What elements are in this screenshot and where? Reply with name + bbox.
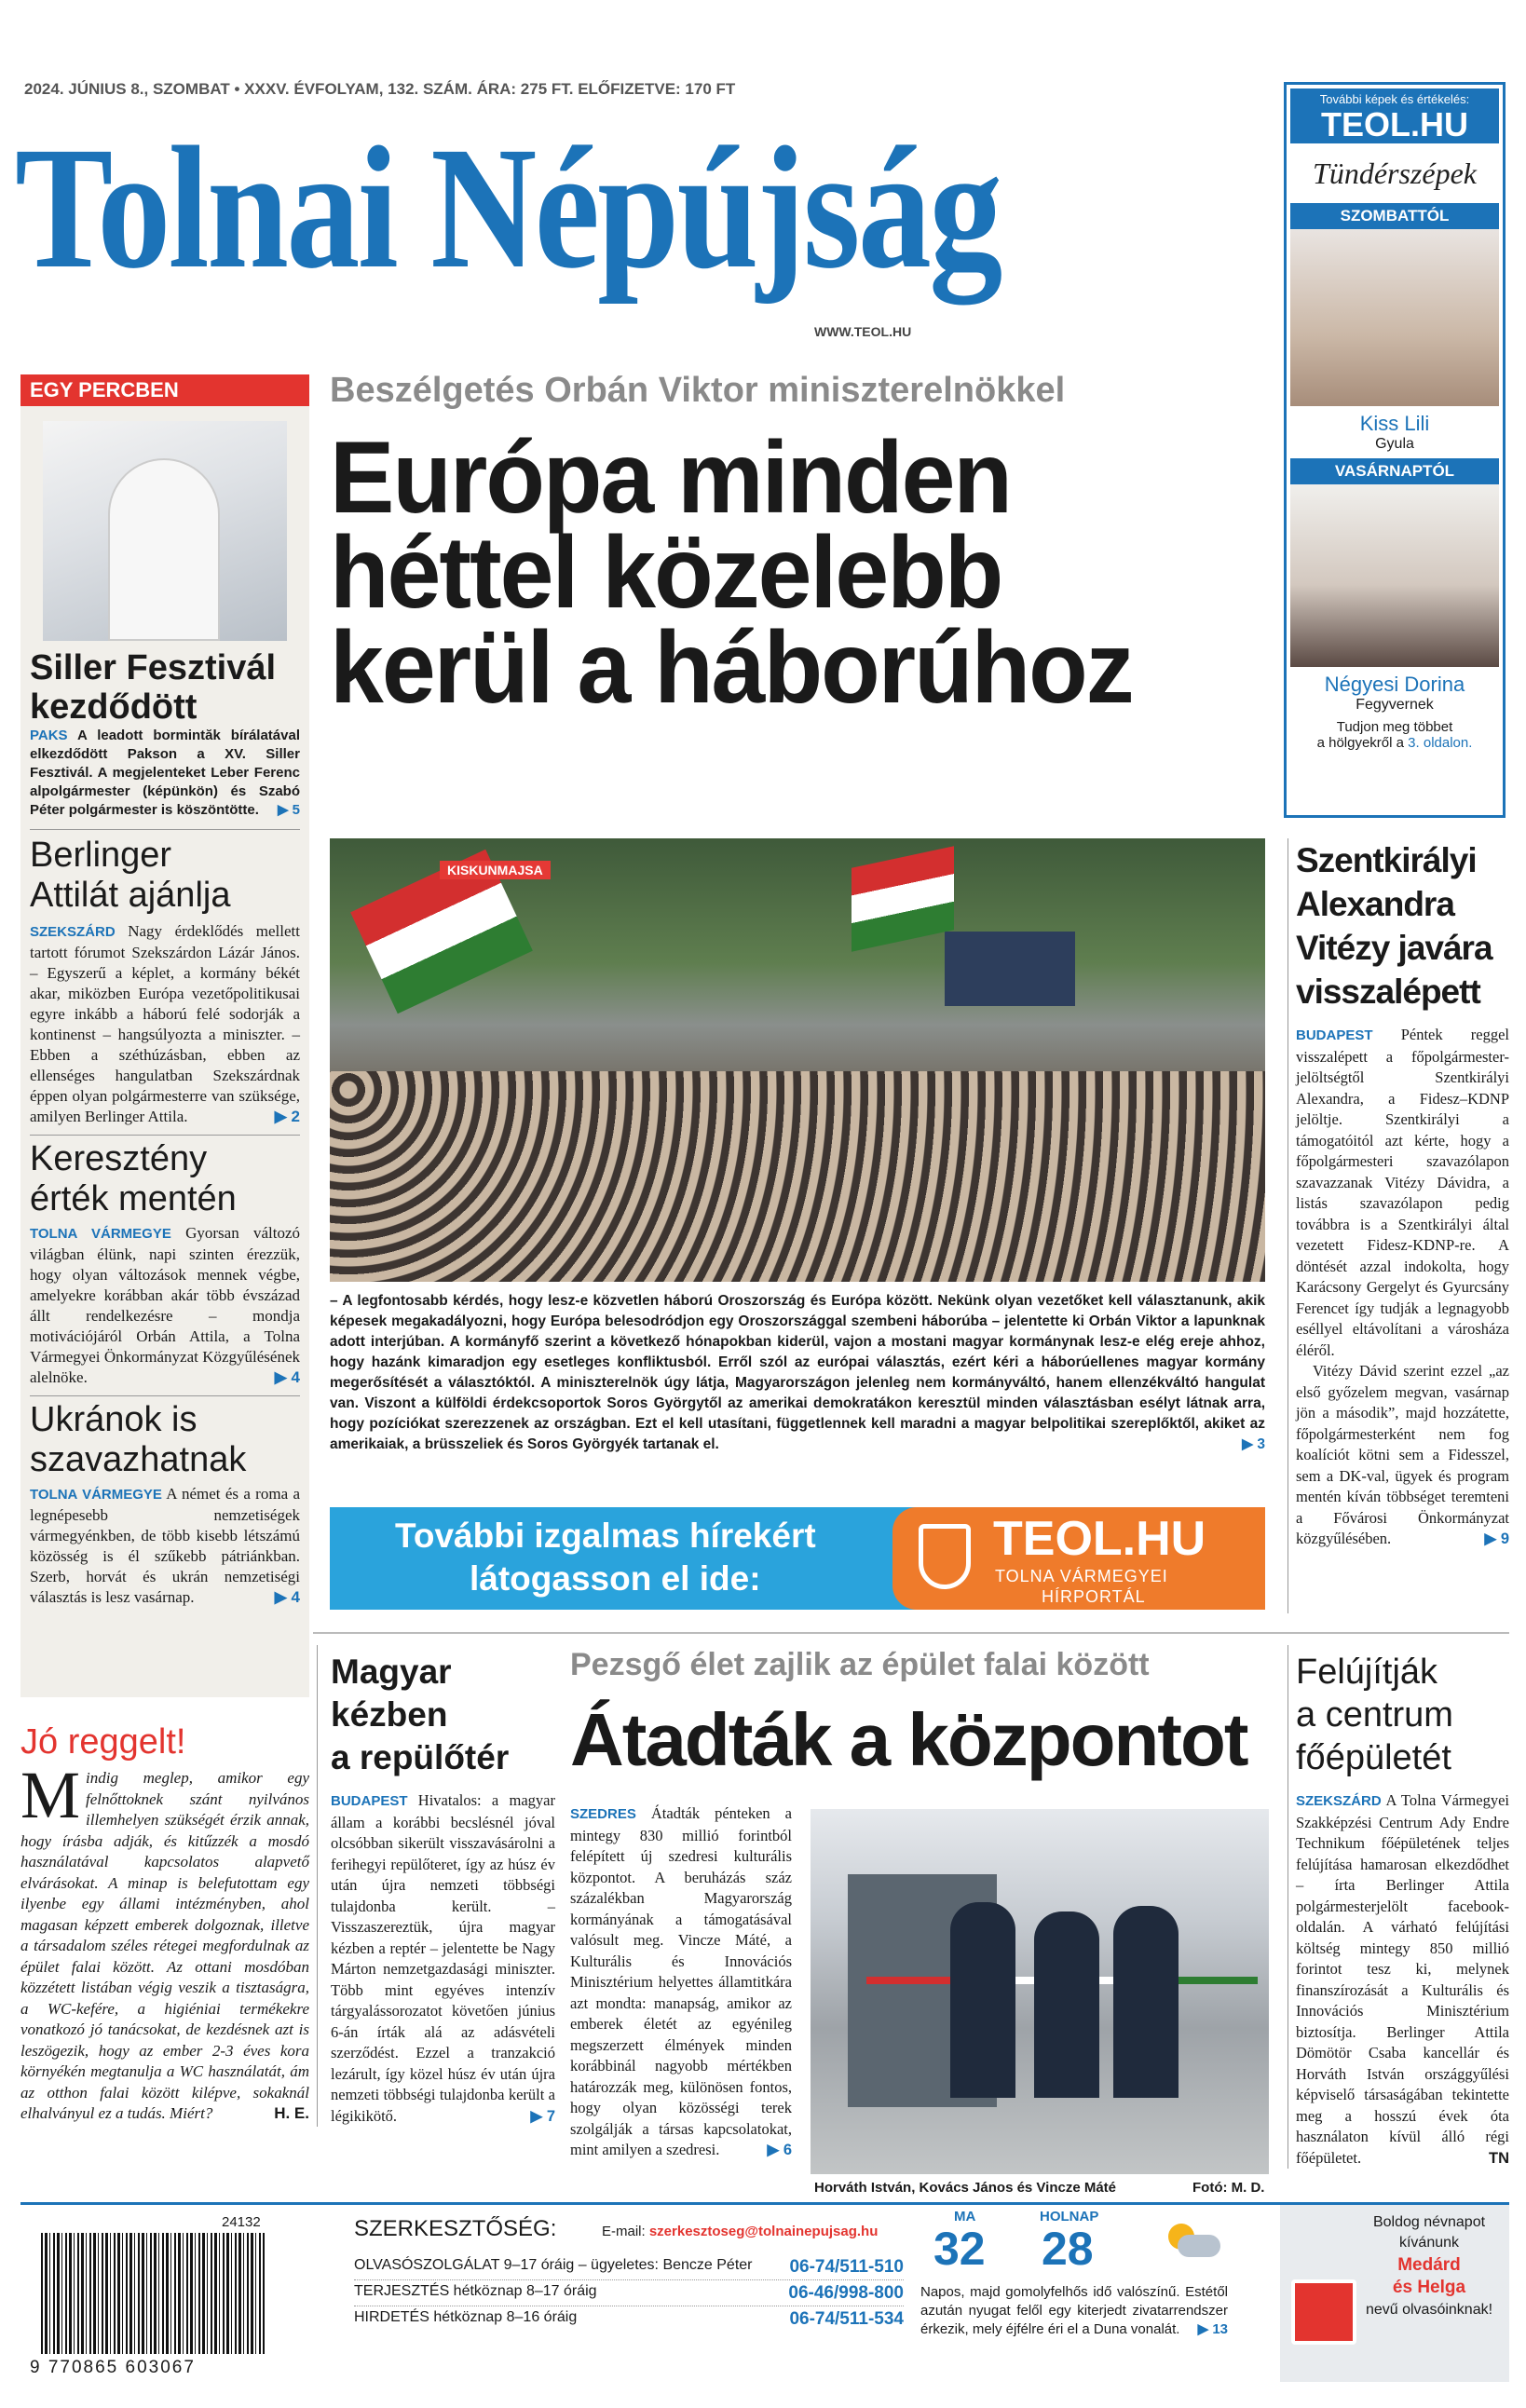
centrum-t2: a centrum <box>1296 1695 1453 1735</box>
banner-orange <box>892 1507 1265 1610</box>
s1-title-a[interactable]: Siller Fesztivál <box>30 648 277 687</box>
right-title[interactable] <box>1296 838 1509 1014</box>
divider <box>30 1135 300 1136</box>
barcode <box>41 2233 265 2354</box>
right-story <box>1288 838 1509 1613</box>
column-sign: H. E. <box>274 2104 309 2122</box>
airport-t1: Magyar <box>331 1653 452 1691</box>
s2-text: Nagy érdeklődés mellett tartott fórumot Szekszárdon Lázár János. – Egyszerű a képlet, a kormány békét akar, miközben Európa vezetőpolitikusai egyre inkább a háború felé sodorják a kontinenst – hangsúlyozta a miniszter. – Ebben a széthúzásban, ebben az ellenséges hangulatban Szekszárdnak éppen olyan polgármesterre van szüksége, amilyen Berlinger Attila. <box>30 922 300 1125</box>
center-kicker: Pezsgő élet zajlik az épület falai között <box>570 1647 1150 1682</box>
airport-city: BUDAPEST <box>331 1793 408 1809</box>
weather-tomorrow-temp: 28 <box>1042 2223 1094 2275</box>
centrum-title[interactable] <box>1296 1651 1509 1779</box>
sidebar-photo <box>43 421 287 641</box>
column-body <box>20 1758 309 2125</box>
email-address[interactable]: szerkesztoseg@tolnainepujsag.hu <box>648 2224 879 2239</box>
s4-ref[interactable]: ▶ 4 <box>274 1588 300 1606</box>
center-body <box>570 1803 792 2161</box>
lower-rule <box>313 1632 1509 1634</box>
office-title: SZERKESZTŐSÉG: <box>354 2216 557 2241</box>
right-text-2: Vitézy Dávid szerint ezzel „az első győzelem megvan, vasárnap jön a második”, majd hozzátette, főpolgármesterként nem fog koalíciót kötni sem a Fidesszel, sem a DK-val, ügyek és program mentén kíván többséget teremteni a Fővárosi Önkormányzat közgyűlésében. <box>1296 1362 1509 1547</box>
speaker-figure <box>108 458 220 641</box>
nameday-line2: kívánunk <box>1398 2235 1460 2251</box>
s3-body <box>30 1223 300 1388</box>
r3-phone[interactable]: 06-74/511-534 <box>789 2309 904 2329</box>
airport-t2: kézben <box>331 1695 448 1734</box>
email-label: E-mail: <box>602 2224 646 2239</box>
right-t3: Vitézy javára <box>1296 929 1492 967</box>
nameday-box <box>1280 2205 1509 2382</box>
weather-ref[interactable]: ▶ 13 <box>1197 2321 1228 2337</box>
office-row-3 <box>354 2309 904 2330</box>
r2-label: TERJESZTÉS <box>354 2283 450 2299</box>
flag-hungary <box>852 846 954 951</box>
s3-title-a[interactable]: Keresztény <box>30 1139 208 1178</box>
s4-title-b[interactable]: szavazhatnak <box>30 1440 247 1479</box>
lead-h2: héttel közelebb <box>330 516 1002 630</box>
airport-body <box>331 1790 555 2127</box>
shield-icon <box>919 1524 971 1589</box>
column-title: Jó reggelt! <box>20 1722 186 1762</box>
office-email <box>602 2224 878 2239</box>
s3-city: TOLNA VÁRMEGYE <box>30 1226 171 1242</box>
s4-text: A német és a roma a legnépesebb nemzetiségek vármegyénkben, de több kisebb létszámú közösség is él szűkebb pátriánkban. Szerb, horvát és ukrán nemzetiségi választás is lesz vasárnap. <box>30 1485 300 1606</box>
center-city: SZEDRES <box>570 1806 636 1822</box>
promo-photo-1 <box>1290 229 1499 406</box>
r3-text: hétköznap 8–16 óráig <box>429 2309 578 2325</box>
person-3 <box>1113 1906 1179 2098</box>
centrum-t3: főépületét <box>1296 1738 1451 1777</box>
office-row-2 <box>354 2283 904 2306</box>
weather-desc: Napos, majd gomolyfelhős idő valószínű. Estétől azután nyugat felől egy kiterjedt zivatarrendszer érkezik, mely éjfélre éri el a Duna vonalát. <box>920 2284 1228 2337</box>
footer <box>20 2202 1509 2388</box>
sign-kiskunmajsa: KISKUNMAJSA <box>440 861 551 879</box>
s2-title-a[interactable]: Berlinger <box>30 836 172 875</box>
centrum-story <box>1288 1645 1509 2169</box>
lead-h3: kerül a háborúhoz <box>330 611 1133 725</box>
right-t4: visszalépett <box>1296 973 1480 1011</box>
right-t1: Szentkirályi <box>1296 841 1477 879</box>
s4-city: TOLNA VÁRMEGYE <box>30 1487 162 1503</box>
center-title[interactable]: Átadták a központot <box>570 1698 1247 1781</box>
barcode-number: 9 770865 603067 <box>30 2358 196 2377</box>
promo-day-1: SZOMBATTÓL <box>1290 203 1499 229</box>
weather-tomorrow-label: HOLNAP <box>1040 2209 1099 2224</box>
promo-more-link[interactable]: 3. oldalon. <box>1408 735 1473 751</box>
weather-today-temp: 32 <box>933 2223 986 2275</box>
promo-photo-2 <box>1290 484 1499 667</box>
crowd <box>330 1071 1265 1282</box>
r2-text: hétköznap 8–17 óráig <box>449 2283 597 2299</box>
right-body-2 <box>1296 1361 1509 1550</box>
gift-icon <box>1291 2279 1356 2345</box>
s4-title-a[interactable]: Ukránok is <box>30 1400 198 1439</box>
lead-caption <box>330 1291 1265 1455</box>
promo-more-b: a hölgyekről a <box>1316 735 1404 751</box>
promo-box <box>1284 82 1506 818</box>
right-city: BUDAPEST <box>1296 1027 1373 1043</box>
lead-caption-text: – A legfontosabb kérdés, hogy lesz-e közvetlen háború Oroszország és Európa között. Nekünk olyan vezetőket kell választanunk, akik képesek megakadályozni, hogy Európa belesodródjon egy Oroszországgal szembeni háborúba – jelentette ki Orbán Viktor a lapunknak adott interjúban. A kormányfő szerint a következő hónapokban kiderül, vajon a mostani magyar kormánynak lesz-e elég ereje ahhoz, hogy hazánk kimaradjon egy esetleges konfliktusból. Erről szól az európai választás, ezért kéri a háborúellenes magyar kormány megerősítését a választóktól. A miniszterelnök úgy látja, Magyarországon jelenleg nem kormányváltó, hanem ellenzékváltó hangulat van. Viszont a külföldi érdekcsoportok Soros Györgytől az amerikai demokratákon keresztül minden választásban esélyt látnak arra, hogy pozíciókat szerezzenek az országban. Ezt el kell utasítani, függetlennek kell maradni a magyar belpolitikai szereplőktől, akiket az amerikaiak, a brüsszeliek és Soros Györgyék tartanak el. <box>330 1293 1265 1452</box>
divider <box>30 829 300 830</box>
right-body <box>1296 1025 1509 1361</box>
office-row-1 <box>354 2257 904 2280</box>
s1-title-b[interactable]: kezdődött <box>30 687 198 727</box>
sidebar <box>20 374 309 1697</box>
promo-name-2: Négyesi Dorina <box>1324 673 1465 696</box>
promo-top: További képek és értékelés: <box>1290 88 1499 106</box>
promo-town-1: Gyula <box>1375 436 1414 452</box>
banner-sub1: TOLNA VÁRMEGYEI <box>995 1567 1168 1585</box>
promo-more <box>1290 735 1499 751</box>
s3-title-b[interactable]: érték mentén <box>30 1179 237 1218</box>
s1-text: A leadott bormintăk bírálatával elkezdődött Pakson a XV. Siller Fesztivál. A megjelenteket Leber Ferenc alpolgármester (képünkön) és Szabó Péter polgármester is köszöntötte. <box>30 728 300 818</box>
airport-story <box>317 1645 555 2127</box>
centrum-body <box>1296 1790 1509 2169</box>
promo-day-2: VASÁRNAPTÓL <box>1290 458 1499 484</box>
s1-body <box>30 727 300 820</box>
weather-today-label: MA <box>954 2209 976 2224</box>
r1-phone[interactable]: 06-74/511-510 <box>789 2257 904 2277</box>
promo-site[interactable]: TEOL.HU <box>1290 106 1499 143</box>
weather-text <box>920 2283 1228 2339</box>
right-t2: Alexandra <box>1296 885 1454 923</box>
divider <box>30 1395 300 1396</box>
center-ref[interactable]: ▶ 6 <box>767 2142 792 2158</box>
s4-body <box>30 1484 300 1608</box>
teol-banner[interactable] <box>330 1507 1265 1610</box>
barcode-top: 24132 <box>222 2214 261 2230</box>
promo-name-1: Kiss Lili <box>1359 412 1430 435</box>
right-ref[interactable]: ▶ 9 <box>1484 1531 1509 1547</box>
s1-ref[interactable]: ▶ 5 <box>277 802 300 818</box>
center-caption: Horváth István, Kovács János és Vincze Máté <box>814 2180 1117 2196</box>
lead-photo[interactable] <box>330 838 1265 1282</box>
r2-phone[interactable]: 06-46/998-800 <box>788 2283 904 2303</box>
s2-ref[interactable]: ▶ 2 <box>274 1108 300 1125</box>
person-1 <box>950 1902 1015 2098</box>
column-dropcap: M <box>20 1758 81 1832</box>
sidebar-header: EGY PERCBEN <box>20 374 309 406</box>
airport-t3: a repülőtér <box>331 1738 510 1776</box>
s2-body <box>30 921 300 1127</box>
lead-ref[interactable]: ▶ 3 <box>1242 1436 1265 1452</box>
center-photo[interactable] <box>811 1809 1269 2174</box>
cloud-storm-icon <box>1168 2224 1222 2261</box>
airport-title[interactable] <box>331 1651 555 1779</box>
airport-text: Hivatalos: a magyar állam a korábbi becslésnél jóval olcsóbban sikerült visszavásárolni a ferihegyi repülőteret, így az húsz év után újra nemzeti többségi tulajdonba került. – Visszaszereztük, újra magyar kézben a reptér – jelentette be Nagy Márton nemzetgazdasági miniszter. Több mint egyéves intenzív tárgyalássorozatot követően június 6-án írták alá az adásvételi szerződést. Ezzel a tranzakció lezárult, így közel húsz év után újra nemzeti többségi tulajdonba került a légikikötő. <box>331 1791 555 2125</box>
promo-town-2: Fegyvernek <box>1356 697 1434 713</box>
airport-ref[interactable]: ▶ 7 <box>530 2107 555 2125</box>
s2-city: SZEKSZÁRD <box>30 924 116 940</box>
centrum-text: A Tolna Vármegyei Szakképzési Centrum Ady Endre Technikum főépületének teljes felújítása hamarosan elkezdődhet – írta Berlinger Attila polgármesterjelölt facebook-oldalán. A várható felújítási költség mintegy 850 millió forintot tesz ki, melynek finanszírozását a Kulturális és Innovációs Minisztérium biztosítja. Berlinger Attila Dömötör Csaba kancellár és Horváth István országgyűlési képviselő társaságában tekintette meg a hosszú évek óta használaton kívül álló régi főépületet. <box>1296 1791 1509 2167</box>
lead-kicker: Beszélgetés Orbán Viktor miniszterelnökkel <box>330 371 1066 410</box>
banner-sub2: HÍRPORTÁL <box>1042 1587 1146 1606</box>
column-joreggelt <box>20 1721 309 2125</box>
center-text: Átadták pénteken a mintegy 830 millió forintból felépített új szedresi kulturális központot. A beruházás száz százalékban Magyarország kormányának a támogatásával valósult meg. Vincze Máté, a Kulturális és Innovációs Minisztérium helyettes államtitkára azt mondta: manapság, amikor az emberek életét az egyénileg megszerzett élmények minden korábbinál nagyobb mértékben határozzák meg, különösen fontos, hogy olyan közösségi terek szolgálják a társas kapcsolatokat, mint amilyen a szedresi. <box>570 1804 792 2158</box>
centrum-t1: Felújítják <box>1296 1653 1438 1692</box>
stage-lectern <box>945 932 1075 1006</box>
masthead-title: Tolnai Népújság <box>15 110 1001 305</box>
r1-label: OLVASÓSZOLGÁLAT <box>354 2257 500 2273</box>
banner-line2: látogasson el ide: <box>470 1559 761 1598</box>
s2-title-b[interactable]: Attilát ajánlja <box>30 876 231 915</box>
lead-h1: Európa minden <box>330 421 1011 535</box>
dateline: 2024. JÚNIUS 8., SZOMBAT • XXXV. ÉVFOLYAM, 132. SZÁM. ÁRA: 275 FT. ELŐFIZETVE: 170 FT <box>24 80 736 98</box>
centrum-city: SZEKSZÁRD <box>1296 1793 1382 1809</box>
nameday-line3: nevű olvasóinknak! <box>1365 2302 1493 2318</box>
right-text: Péntek reggel visszalépett a főpolgármester-jelöltségtől Szentkirályi Alexandra, a Fidesz–KDNP jelöltje. Szentkirályi a támogatóitól azt kérte, hogy a főpolgármesteri szavazólapon szavazzanak Vitézy Dávidra, a listás szavazólapon pedig továbbra is a Szentkirályi által vezetett Fidesz-KDNP-re. A döntését azzal indokolta, hogy Karácsony Gergelyt és Gyurcsány Ferencet így tudják a legnagyobb eséllyel eltávolítani a városháza éléről. <box>1296 1026 1509 1359</box>
promo-script: Tündérszépek <box>1313 156 1477 190</box>
masthead-url[interactable]: WWW.TEOL.HU <box>814 324 912 339</box>
banner-line1: További izgalmas hírekért <box>395 1517 816 1555</box>
r1-text: 9–17 óráig – ügyeletes: Bencze Péter <box>499 2257 753 2273</box>
s3-text: Gyorsan változó világban élünk, napi szinten érezzük, hogy olyan változások mennek végbe, amelyekre korábban akár több évszázad állt rendelkezésre – mondja motivációjáról Orbán Attila, a Tolna Vármegyei Önkormányzat Közgyűlésének alelnöke. <box>30 1224 300 1386</box>
lead-headline[interactable] <box>330 421 1271 725</box>
nameday-name2: és Helga <box>1392 2278 1466 2297</box>
center-photo-credit: Fotó: M. D. <box>1192 2180 1265 2196</box>
promo-more-a: Tudjon meg többet <box>1336 719 1453 735</box>
person-2 <box>1034 1911 1099 2098</box>
column-text: indig meglep, amikor egy felnőttoknek szánt nyilvános illemhelyen szükségét érzik annak, hogy írásba adják, és kitűzzék a mosdó használatával kapcsolatos alapvető elvárásokat. A minap is belefutottam egy ilyenbe egy állami intézményben, ahol magasan képzett emberek dolgoznak, illetve a társadalom széles rétegei megfordulnak az épület falai között. Az ottani mosdóban közzétett listában végig veszik a tisztaságra, a WC-kefére, a higiéniai termékekre vonatkozó jó tanácsokat, de kezdésnek azt is leszögezik, hogy az ember 2-3 éves kora környékén megtanulja a WC használatát, ám az otthon falai között kilépve, sokaknál elhalványul ez a tudás. Miért? <box>20 1769 309 2122</box>
s1-city: PAKS <box>30 728 68 743</box>
banner-site: TEOL.HU <box>993 1512 1206 1566</box>
centrum-ref: TN <box>1489 2149 1509 2167</box>
r3-label: HIRDETÉS <box>354 2309 429 2325</box>
nameday-line1: Boldog névnapot <box>1372 2214 1486 2230</box>
s3-ref[interactable]: ▶ 4 <box>274 1368 300 1386</box>
nameday-name1: Medárd <box>1397 2255 1461 2275</box>
